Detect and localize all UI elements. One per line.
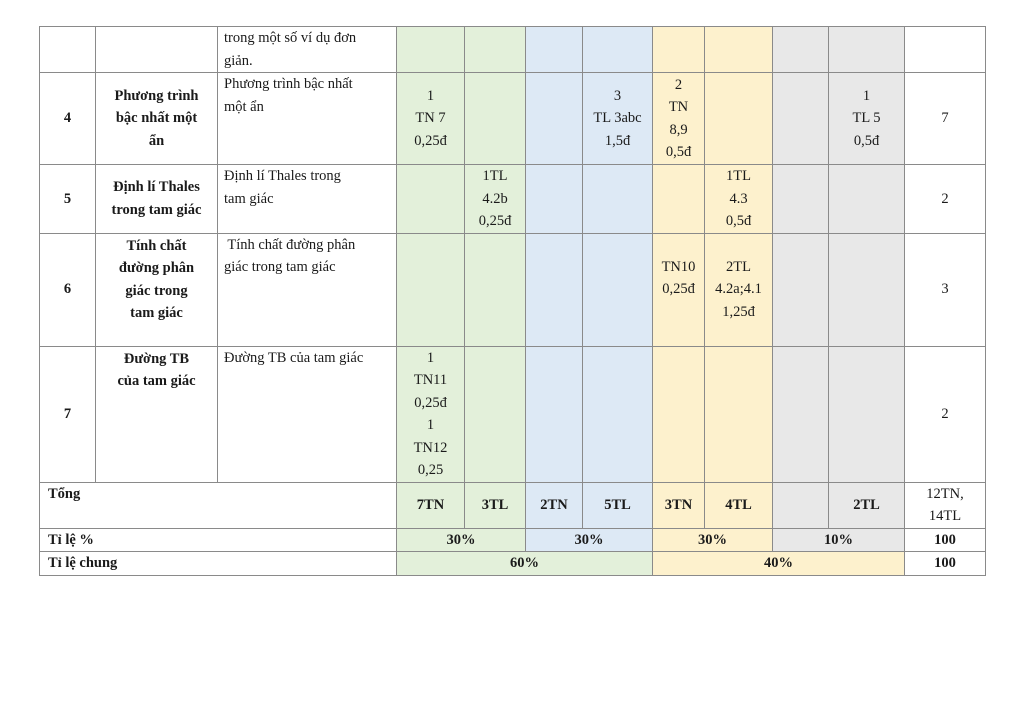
topic-cell: Định lí Thales trong tam giác bbox=[96, 165, 218, 234]
num-cell: 7 bbox=[40, 346, 96, 482]
num-cell: 5 bbox=[40, 165, 96, 234]
num-cell bbox=[40, 27, 96, 73]
totals-nb-tl: 3TL bbox=[465, 482, 526, 528]
ratio-general-row bbox=[40, 552, 986, 576]
ratio-general-left: 60% bbox=[397, 552, 653, 576]
table-row-6 bbox=[40, 233, 986, 346]
table-row-3-continued bbox=[40, 27, 986, 73]
ratio-label: Tỉ lệ % bbox=[40, 528, 397, 552]
ratio-vd: 30% bbox=[653, 528, 773, 552]
totals-label: Tổng bbox=[40, 482, 397, 528]
totals-vd-tn: 3TN bbox=[653, 482, 705, 528]
ratio-total: 100 bbox=[905, 528, 986, 552]
content-cell: trong một số ví dụ đơn giản. bbox=[218, 27, 397, 73]
num-cell: 4 bbox=[40, 73, 96, 165]
ratio-nb: 30% bbox=[397, 528, 526, 552]
content-cell: Đường TB của tam giác bbox=[218, 346, 397, 482]
totals-row bbox=[40, 482, 986, 528]
total-cell: 3 bbox=[905, 233, 986, 346]
num-cell: 6 bbox=[40, 233, 96, 346]
vd-tn-cell bbox=[653, 165, 705, 234]
ratio-general-label: Tỉ lệ chung bbox=[40, 552, 397, 576]
ratio-vdc: 10% bbox=[773, 528, 905, 552]
vdc-tn-cell bbox=[773, 73, 829, 165]
totals-vdc-tl: 2TL bbox=[829, 482, 905, 528]
table-row-7 bbox=[40, 346, 986, 482]
totals-th-tn: 2TN bbox=[526, 482, 583, 528]
assessment-matrix-table bbox=[39, 26, 986, 576]
totals-vd-tl: 4TL bbox=[705, 482, 773, 528]
ratio-general-right: 40% bbox=[653, 552, 905, 576]
content-cell: Định lí Thales trong tam giác bbox=[218, 165, 397, 234]
vdc-tl-cell: 1 TL 5 0,5đ bbox=[829, 73, 905, 165]
nb-tn-cell: 1 TN 7 0,25đ bbox=[397, 73, 465, 165]
ratio-general-total: 100 bbox=[905, 552, 986, 576]
th-tn-cell bbox=[526, 73, 583, 165]
vd-tn-cell: TN10 0,25đ bbox=[653, 233, 705, 346]
topic-cell: Đường TB của tam giác bbox=[96, 346, 218, 482]
total-cell: 7 bbox=[905, 73, 986, 165]
content-cell: Tính chất đường phân giác trong tam giác bbox=[218, 233, 397, 346]
content-cell: Phương trình bậc nhất một ẩn bbox=[218, 73, 397, 165]
nb-tn-cell: 1 TN11 0,25đ 1 TN12 0,25 bbox=[397, 346, 465, 482]
topic-cell bbox=[96, 27, 218, 73]
ratio-row bbox=[40, 528, 986, 552]
th-tl-cell: 3 TL 3abc 1,5đ bbox=[583, 73, 653, 165]
nb-tl-cell bbox=[465, 73, 526, 165]
nb-tn-cell bbox=[397, 165, 465, 234]
topic-cell: Tính chất đường phân giác trong tam giác bbox=[96, 233, 218, 346]
nb-tl-cell: 1TL 4.2b 0,25đ bbox=[465, 165, 526, 234]
topic-cell: Phương trình bậc nhất một ẩn bbox=[96, 73, 218, 165]
ratio-th: 30% bbox=[526, 528, 653, 552]
table-row-4 bbox=[40, 73, 986, 165]
total-cell: 2 bbox=[905, 346, 986, 482]
total-cell: 2 bbox=[905, 165, 986, 234]
totals-nb-tn: 7TN bbox=[397, 482, 465, 528]
totals-overall: 12TN, 14TL bbox=[905, 482, 986, 528]
vd-tl-cell: 2TL 4.2a;4.1 1,25đ bbox=[705, 233, 773, 346]
vd-tl-cell bbox=[705, 73, 773, 165]
table-row-5 bbox=[40, 165, 986, 234]
vd-tl-cell: 1TL 4.3 0,5đ bbox=[705, 165, 773, 234]
totals-th-tl: 5TL bbox=[583, 482, 653, 528]
vd-tn-cell: 2 TN 8,9 0,5đ bbox=[653, 73, 705, 165]
